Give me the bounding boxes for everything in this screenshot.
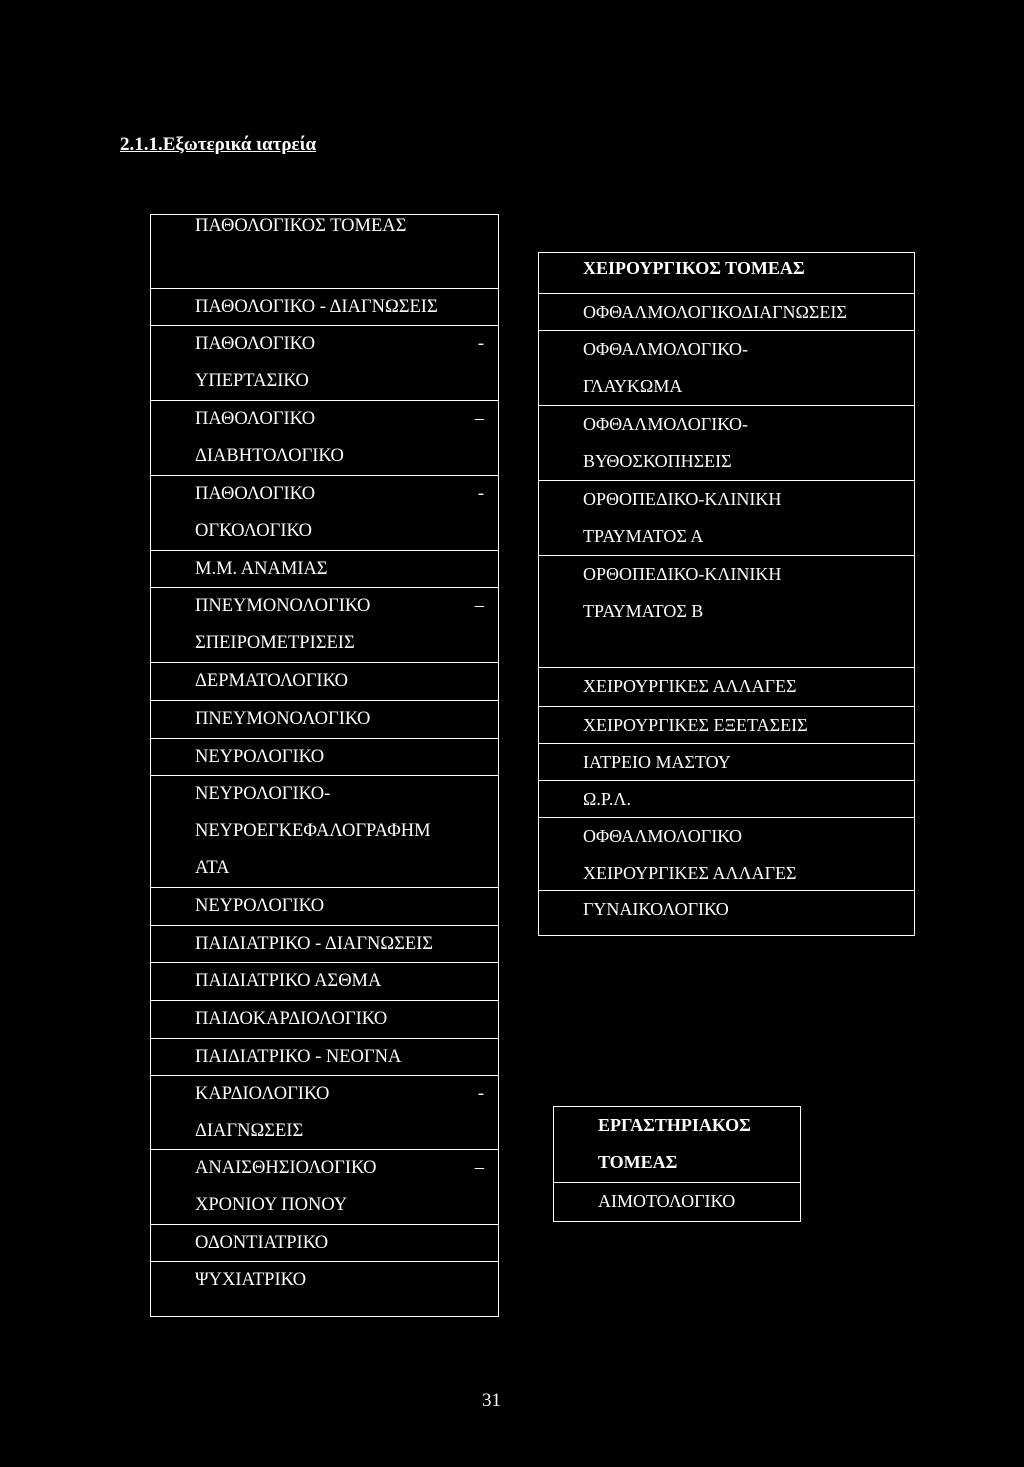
lab-rows	[554, 1183, 800, 1220]
row-text: ΟΓΚΟΛΟΓΙΚΟ	[195, 521, 312, 541]
table-row	[151, 963, 498, 1001]
row-line	[583, 331, 906, 368]
table-row	[151, 1262, 498, 1300]
pathology-sector-title: ΠΑΘΟΛΟΓΙΚΟΣ ΤΟΜΕΑΣ	[151, 215, 498, 289]
surgical-rows	[539, 294, 914, 929]
row-line	[583, 593, 906, 630]
row-line	[195, 513, 484, 550]
row-line	[195, 701, 484, 738]
row-text: ΤΡΑΥΜΑΤΟΣ Β	[583, 601, 704, 621]
table-row	[539, 668, 914, 707]
row-text: ΒΥΘΟΣΚΟΠΗΣΕΙΣ	[583, 451, 732, 471]
row-line	[195, 926, 484, 963]
row-text: ΟΦΘΑΛΜΟΛΟΓΙΚΟΔΙΑΓΝΩΣΕΙΣ	[583, 302, 847, 322]
row-line	[583, 518, 906, 555]
row-text: ΠΑΘΟΛΟΓΙΚΟ	[195, 334, 316, 354]
table-row	[539, 707, 914, 744]
row-line	[195, 813, 484, 850]
table-row	[151, 1076, 498, 1150]
row-text: ΟΔΟΝΤΙΑΤΡΙΚΟ	[195, 1233, 329, 1253]
pathology-rows	[151, 289, 498, 1300]
row-text: ΨΥΧΙΑΤΡΙΚΟ	[195, 1270, 307, 1290]
row-line	[195, 963, 484, 1000]
row-line	[195, 1076, 484, 1113]
table-row	[151, 701, 498, 739]
table-row	[554, 1183, 800, 1220]
row-line	[195, 551, 484, 588]
row-dash: –	[474, 1158, 484, 1178]
row-line	[195, 625, 484, 662]
table-row	[151, 926, 498, 963]
row-line	[583, 707, 906, 744]
row-text: ΠΑΙΔΙΑΤΡΙΚΟ ΑΣΘΜΑ	[195, 971, 382, 991]
row-text: ΚΑΡΔΙΟΛΟΓΙΚΟ	[195, 1084, 330, 1104]
row-text: ΟΦΘΑΛΜΟΛΟΓΙΚΟ-	[583, 339, 748, 359]
table-row	[539, 781, 914, 818]
row-line	[195, 438, 484, 475]
row-line	[583, 818, 906, 855]
table-row	[151, 326, 498, 401]
row-line	[583, 443, 906, 480]
row-text: Ω.Ρ.Λ.	[583, 789, 631, 809]
row-dash: –	[474, 596, 484, 616]
row-text: ΝΕΥΡΟΛΟΓΙΚΟ	[195, 747, 325, 767]
row-text: ΟΦΘΑΛΜΟΛΟΓΙΚΟ	[583, 826, 742, 846]
row-line	[195, 888, 484, 925]
row-line	[583, 855, 906, 892]
pathology-sector-table	[150, 214, 499, 1317]
row-text: ΟΡΘΟΠΕΔΙΚΟ-ΚΛΙΝΙΚΗ	[583, 489, 782, 509]
table-row	[151, 401, 498, 476]
row-text: ΠΑΙΔΟΚΑΡΔΙΟΛΟΓΙΚΟ	[195, 1009, 388, 1029]
row-line	[583, 368, 906, 405]
row-line	[195, 588, 484, 625]
table-row	[151, 1001, 498, 1039]
row-line	[583, 744, 906, 781]
row-text: ΝΕΥΡΟΛΟΓΙΚΟ	[195, 896, 325, 916]
row-text: ΠΑΙΔΙΑΤΡΙΚΟ - ΔΙΑΓΝΩΣΕΙΣ	[195, 934, 434, 954]
row-text: ΝΕΥΡΟΕΓΚΕΦΑΛΟΓΡΑΦΗΜ	[195, 821, 431, 841]
table-row	[151, 663, 498, 701]
row-line	[195, 326, 484, 363]
row-line	[583, 406, 906, 443]
row-line	[195, 1225, 484, 1262]
row-line	[195, 401, 484, 438]
row-text: ΝΕΥΡΟΛΟΓΙΚΟ-	[195, 784, 331, 804]
row-line	[583, 781, 906, 818]
row-text: ΥΠΕΡΤΑΣΙΚΟ	[195, 371, 309, 391]
table-row	[539, 891, 914, 929]
row-text: ΓΥΝΑΙΚΟΛΟΓΙΚΟ	[583, 899, 729, 919]
row-line	[195, 1187, 484, 1224]
row-text: ΑΝΑΙΣΘΗΣΙΟΛΟΓΙΚΟ	[195, 1158, 377, 1178]
surgical-sector-table	[538, 252, 915, 936]
row-dash: -	[477, 484, 484, 504]
row-text: ΑΤΑ	[195, 858, 230, 878]
row-text: ΧΡΟΝΙΟΥ ΠΟΝΟΥ	[195, 1195, 348, 1215]
section-heading: 2.1.1.Εξωτερικά ιατρεία	[120, 134, 317, 155]
row-text: ΧΕΙΡΟΥΡΓΙΚΕΣ ΑΛΛΑΓΕΣ	[583, 863, 797, 883]
row-line	[195, 663, 484, 700]
row-text: Μ.Μ. ΑΝΑΜΙΑΣ	[195, 559, 328, 579]
row-line	[195, 1113, 484, 1150]
row-text: ΠΑΙΔΙΑΤΡΙΚΟ - ΝΕΟΓΝΑ	[195, 1047, 402, 1067]
row-text: ΠΑΘΟΛΟΓΙΚΟ	[195, 484, 316, 504]
row-text: ΠΑΘΟΛΟΓΙΚΟ - ΔΙΑΓΝΩΣΕΙΣ	[195, 297, 438, 317]
table-row	[151, 739, 498, 776]
table-row	[151, 476, 498, 551]
lab-title-line-1: ΕΡΓΑΣΤΗΡΙΑΚΟΣ	[598, 1115, 751, 1135]
row-line	[598, 1183, 800, 1220]
page-number: 31	[482, 1390, 501, 1411]
row-line	[195, 1150, 484, 1187]
row-text: ΤΡΑΥΜΑΤΟΣ Α	[583, 526, 704, 546]
row-text: ΔΕΡΜΑΤΟΛΟΓΙΚΟ	[195, 671, 349, 691]
surgical-sector-title: ΧΕΙΡΟΥΡΓΙΚΟΣ ΤΟΜΕΑΣ	[539, 253, 914, 294]
row-line	[583, 294, 906, 331]
table-row	[539, 331, 914, 406]
row-text: ΟΡΘΟΠΕΔΙΚΟ-ΚΛΙΝΙΚΗ	[583, 564, 782, 584]
lab-sector-title	[554, 1107, 800, 1183]
lab-sector-table	[553, 1106, 801, 1222]
row-line	[583, 668, 906, 705]
row-line	[195, 1001, 484, 1038]
table-row	[151, 588, 498, 663]
table-row	[151, 888, 498, 926]
table-row	[539, 406, 914, 481]
table-row	[151, 551, 498, 588]
row-line	[583, 556, 906, 593]
table-row	[151, 1150, 498, 1225]
row-text: ΠΝΕΥΜΟΝΟΛΟΓΙΚΟ	[195, 596, 371, 616]
table-row	[539, 556, 914, 668]
row-line	[195, 1039, 484, 1076]
row-text: ΠΑΘΟΛΟΓΙΚΟ	[195, 409, 316, 429]
row-text: ΣΠΕΙΡΟΜΕΤΡΙΣΕΙΣ	[195, 633, 355, 653]
row-line	[195, 776, 484, 813]
row-line	[583, 481, 906, 518]
table-row	[539, 818, 914, 891]
table-row	[151, 1039, 498, 1076]
table-row	[539, 294, 914, 331]
table-row	[151, 289, 498, 326]
row-line	[195, 289, 484, 326]
lab-title-line-2: ΤΟΜΕΑΣ	[598, 1152, 678, 1172]
row-text: ΓΛΑΥΚΩΜΑ	[583, 376, 683, 396]
row-text: ΟΦΘΑΛΜΟΛΟΓΙΚΟ-	[583, 414, 748, 434]
row-line	[195, 476, 484, 513]
row-text: ΙΑΤΡΕΙΟ ΜΑΣΤΟΥ	[583, 752, 731, 772]
row-text: ΔΙΑΓΝΩΣΕΙΣ	[195, 1121, 304, 1141]
row-text: ΧΕΙΡΟΥΡΓΙΚΕΣ ΕΞΕΤΑΣΕΙΣ	[583, 715, 808, 735]
row-line	[195, 1262, 484, 1299]
table-row	[151, 776, 498, 888]
row-dash: -	[477, 1084, 484, 1104]
table-row	[539, 744, 914, 781]
row-dash: -	[477, 334, 484, 354]
row-text: ΧΕΙΡΟΥΡΓΙΚΕΣ ΑΛΛΑΓΕΣ	[583, 676, 797, 696]
row-line	[195, 739, 484, 776]
row-text: ΑΙΜΟΤΟΛΟΓΙΚΟ	[598, 1191, 736, 1211]
row-line	[195, 363, 484, 400]
row-line	[195, 850, 484, 887]
row-dash: –	[474, 409, 484, 429]
row-text: ΠΝΕΥΜΟΝΟΛΟΓΙΚΟ	[195, 709, 371, 729]
table-row	[539, 481, 914, 556]
row-line	[583, 891, 906, 928]
row-text: ΔΙΑΒΗΤΟΛΟΓΙΚΟ	[195, 446, 344, 466]
table-row	[151, 1225, 498, 1262]
